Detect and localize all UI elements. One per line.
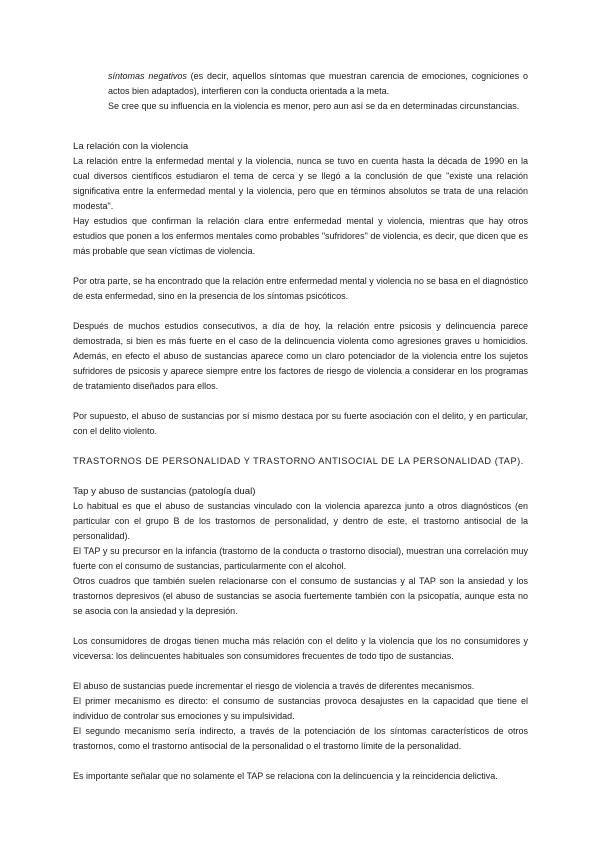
paragraph: Hay estudios que confirman la relación clara entre enfermedad mental y violencia, mientras que hay otros estudios que ponen a los enfermos mentales como probables "sufridores" de violencia, es decir, que dicen que es más probable que sean víctimas de violencia. — [73, 216, 528, 256]
paragraph: Después de muchos estudios consecutivos, a día de hoy, la relación entre psicosis y delincuencia parece demostrada, si bien es más fuerte en el caso de la delincuencia violenta como agresiones graves u homicidios. Además, en efecto el abuso de sustancias aparece como un claro potenciador de la violencia entre los sujetos sufridores de psicosis y aparece siempre entre los factores de riesgo de violencia a considerar en los programas de tratamiento diseñados para ellos. — [73, 321, 528, 391]
paragraph: Por supuesto, el abuso de sustancias por sí mismo destaca por su fuerte asociación con el delito, y en particular, con el delito violento. — [73, 411, 528, 436]
section-heading-personality-disorders: TRASTORNOS DE PERSONALIDAD Y TRASTORNO ANTISOCIAL DE LA PERSONALIDAD (TAP). — [73, 456, 524, 466]
section-heading-dual-pathology: Tap y abuso de sustancias (patología dual) — [73, 486, 256, 497]
intro-paragraph-1 — [108, 69, 528, 99]
paragraph: La relación entre la enfermedad mental y la violencia, nunca se tuvo en cuenta hasta la década de 1990 en la cual diversos científicos estudiaron el tema de cerca y se llegó a la conclusión de que "existe una relación significativa entre la enfermedad mental y la violencia, pero que en términos absolutos se trata de una relación modesta". — [73, 156, 528, 211]
intro-paragraph-2: Se cree que su influencia en la violencia es menor, pero aun así se da en determinadas circunstancias. — [108, 101, 520, 111]
paragraph: El TAP y su precursor en la infancia (trastorno de la conducta o trastorno disocial), muestran una correlación muy fuerte con el consumo de sustancias, particularmente con el alcohol. — [73, 546, 528, 571]
paragraph: El primer mecanismo es directo: el consumo de sustancias provoca desajustes en la capacidad que tiene el individuo de controlar sus emociones y su impulsividad. — [73, 696, 528, 721]
paragraph: El abuso de sustancias puede incrementar el riesgo de violencia a través de diferentes mecanismos. — [73, 681, 475, 691]
paragraph: El segundo mecanismo sería indirecto, a través de la potenciación de los síntomas característicos de otros trastornos, como el trastorno antisocial de la personalidad o el trastorno límite de la personalidad. — [73, 726, 528, 751]
spacer — [73, 394, 528, 409]
main-content — [73, 139, 528, 784]
paragraph: Lo habitual es que el abuso de sustancias vinculado con la violencia aparezca junto a otros diagnósticos (en particular con el grupo B de los trastornos de personalidad, y dentro de este, el trastorno antisocial de la personalidad). — [73, 501, 528, 541]
intro-block — [108, 69, 528, 114]
section-heading-violence: La relación con la violencia — [73, 141, 189, 152]
intro-emphasis: síntomas negativos — [108, 71, 187, 81]
spacer — [73, 259, 528, 274]
paragraph: Los consumidores de drogas tienen mucha más relación con el delito y la violencia que los no consumidores y viceversa: los delincuentes habituales son consumidores frecuentes de todo tipo de sustancias. — [73, 636, 528, 661]
spacer — [73, 619, 528, 634]
intro-paragraph-1-text: (es decir, aquellos síntomas que muestran carencia de emociones, cogniciones o actos bien adaptados), interfieren con la conducta orientada a la meta. — [108, 71, 528, 96]
spacer — [73, 304, 528, 319]
paragraph: Es importante señalar que no solamente el TAP se relaciona con la delincuencia y la reincidencia delictiva. — [73, 771, 498, 781]
spacer — [73, 439, 528, 454]
paragraph: Por otra parte, se ha encontrado que la relación entre enfermedad mental y violencia no se basa en el diagnóstico de esta enfermedad, sino en la presencia de los síntomas psicóticos. — [73, 276, 528, 301]
paragraph: Otros cuadros que también suelen relacionarse con el consumo de sustancias y al TAP son la ansiedad y los trastornos depresivos (el abuso de sustancias se asocia fuertemente también con la psicopatía, aunque esta no se asocia con la ansiedad y la depresión. — [73, 576, 528, 616]
spacer — [73, 469, 528, 484]
spacer — [73, 754, 528, 769]
spacer — [73, 664, 528, 679]
